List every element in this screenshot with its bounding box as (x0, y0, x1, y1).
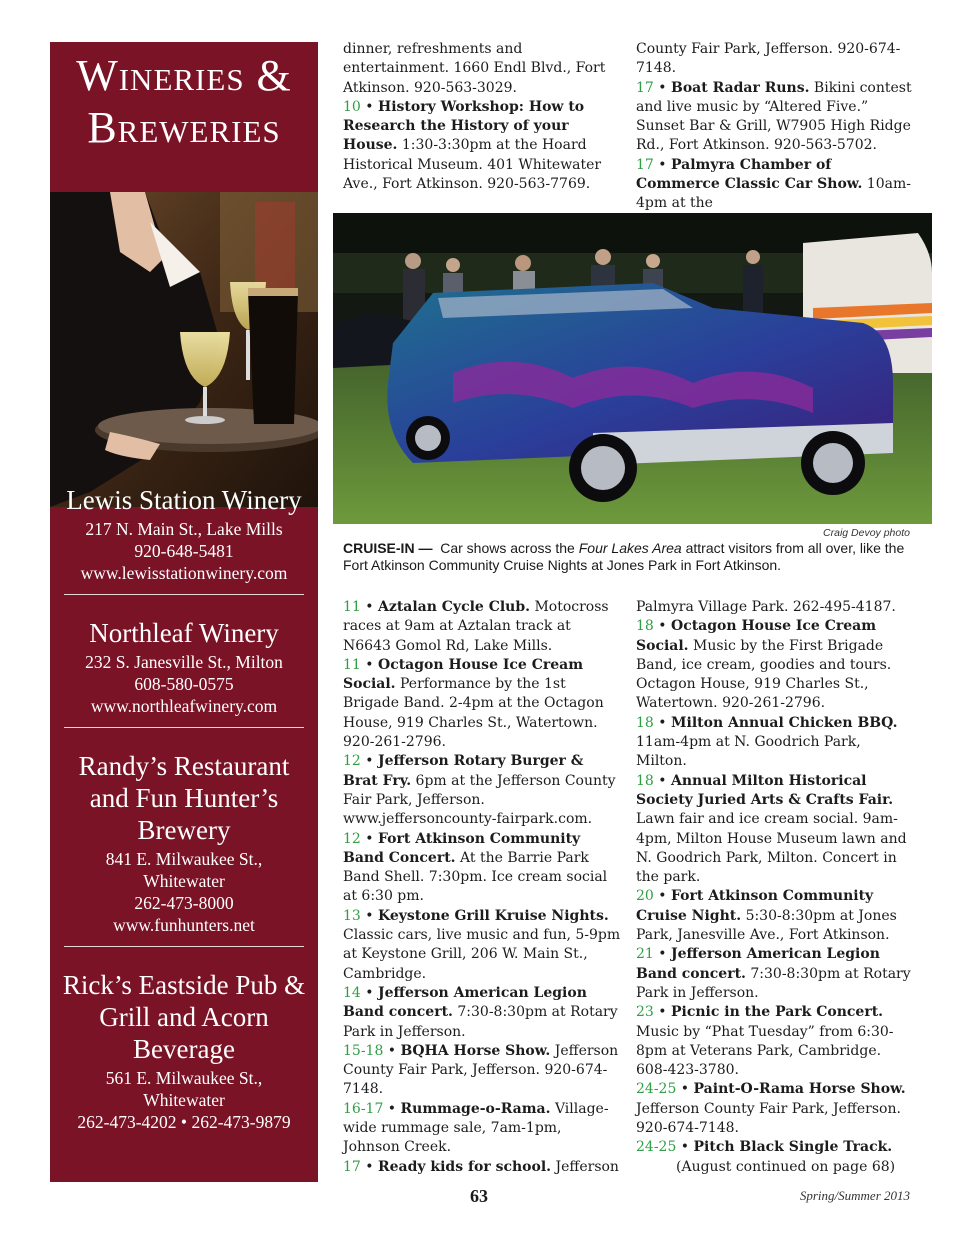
event-entry: 18 • Milton Annual Chicken BBQ. 11am-4pm at N. Goodrich Park, Milton. (636, 714, 898, 770)
event-title: Keystone Grill Kruise Nights. (378, 907, 609, 924)
event-date: 12 (343, 753, 361, 770)
event-title: Boat Radar Runs. (671, 79, 810, 96)
event-title: Fort Atkinson Community Band Concert. (343, 830, 581, 866)
event-entry: 13 • Keystone Grill Kruise Nights. Classic cars, live music and fun, 5-9pm at Keystone Grill, 206 W. Main St., Cambridge. (343, 907, 621, 982)
event-date: 24-25 (636, 1139, 677, 1156)
event-date: 17 (636, 156, 654, 173)
event-title: Aztalan Cycle Club. (378, 599, 530, 615)
business-name: Rick’s Eastside Pub & Grill and Acorn Beverage (62, 970, 306, 1064)
car-show-photo (333, 213, 932, 524)
event-entry: 16-17 • Rummage-o-Rama. Village-wide rummage sale, 7am-1pm, Johnson Creek. (343, 1100, 609, 1156)
event-title: Octagon House Ice Cream Social. (343, 656, 584, 693)
event-entry: 10 • History Workshop: How to Research the History of your House. 1:30-3:30pm at the Hoard Historical Museum. 401 Whitewater Ave., Fort Atkinson. 920-563-7769. (343, 98, 602, 193)
business-name: Randy’s Restaurant and Fun Hunter’s Brewery (78, 751, 290, 845)
bottom-left-column (343, 598, 621, 1177)
event-title: History Workshop: How to Research the History of your House. (343, 98, 585, 154)
event-text: At the Barrie Park Band Shell. 7:30pm. Ice cream social at 6:30 pm. (343, 849, 608, 905)
event-entry: 17 • Palmyra Chamber of Commerce Classic Car Show. 10am-4pm at the (636, 156, 911, 212)
event-text: Performance by the 1st Brigade Band. 2-4pm at the Octagon House, 919 Charles St., Watertown. 920-261-2796. (343, 676, 604, 751)
event-date: 18 (636, 714, 654, 731)
bottom-right-column (636, 598, 914, 1177)
event-text: 1:30-3:30pm at the Hoard Historical Museum. 401 Whitewater Ave., Fort Atkinson. 920-563-7769. (343, 137, 602, 193)
event-entry: 17 • Ready kids for school. Jefferson (343, 1158, 619, 1175)
event-text: Jefferson (555, 1158, 619, 1175)
event-entry: 15-18 • BQHA Horse Show. Jefferson County Fair Park, Jefferson. 920-674-7148. (343, 1042, 619, 1098)
event-date: 17 (343, 1158, 361, 1175)
event-entry: 11 • Aztalan Cycle Club. Motocross races at 9am at Aztalan track at N6643 Gomol Rd, Lake Mills. (343, 599, 609, 654)
business-listing (50, 750, 318, 936)
event-date: 18 (636, 772, 654, 789)
event-title: Picnic in the Park Concert. (671, 1004, 884, 1021)
event-entry: 11 • Octagon House Ice Cream Social. Performance by the 1st Brigade Band. 2-4pm at the Octagon House, 919 Charles St., Watertown. 920-261-2796. (343, 656, 604, 751)
event-entry (343, 40, 611, 98)
business-phone: 262-473-4202 • 262-473-9879 (77, 1112, 291, 1132)
event-entry: 24-25 • Paint-O-Rama Horse Show. Jefferson County Fair Park, Jefferson. 920-674-7148. (636, 1081, 906, 1137)
event-date: 17 (636, 79, 654, 96)
divider (64, 946, 304, 947)
waitress-wine-photo (50, 192, 318, 507)
caption-italic: Four Lakes Area (578, 540, 682, 556)
event-entry: 12 • Jefferson Rotary Burger & Brat Fry. 6pm at the Jefferson County Fair Park, Jefferson. www.jeffersoncounty-fairpark.com. (343, 753, 616, 828)
event-entry: 12 • Fort Atkinson Community Band Concert. At the Barrie Park Band Shell. 7:30pm. Ice cream social at 6:30 pm. (343, 830, 608, 905)
divider (64, 594, 304, 595)
event-date: 20 (636, 888, 654, 905)
event-title: BQHA Horse Show. (400, 1042, 551, 1059)
event-title: Jefferson American Legion Band concert. (636, 946, 880, 982)
business-website[interactable]: www.northleafwinery.com (90, 696, 278, 716)
event-date: 21 (636, 946, 654, 963)
event-entry: 18 • Octagon House Ice Cream Social. Music by the First Brigade Band, ice cream, goodies and tours. Octagon House, 919 Charles St., Watertown. 920-261-2796. (636, 618, 892, 712)
business-listing (50, 969, 318, 1133)
caption-text: attract visitors from all over, like the Fort Atkinson Community Cruise Nights at Jones Park in Fort Atkinson. (343, 540, 905, 573)
issue-label: Spring/Summer 2013 (799, 1188, 910, 1203)
car-show-illustration (333, 213, 932, 524)
event-text: 7:30-8:30pm at Rotary Park in Jefferson. (343, 1004, 618, 1040)
event-title: Annual Milton Historical Society Juried Arts & Crafts Fair. (636, 772, 894, 808)
event-title: Jefferson American Legion Band concert. (343, 984, 587, 1021)
event-text: Jefferson County Fair Park, Jefferson. 920-674-7148. (343, 1042, 619, 1098)
business-name: Lewis Station Winery (66, 485, 302, 515)
event-text: 10am-4pm at the (636, 176, 911, 212)
event-date: 12 (343, 830, 361, 847)
business-city: Whitewater (143, 1090, 225, 1110)
wineries-breweries-ad (50, 42, 318, 1182)
event-date: 15-18 (343, 1042, 384, 1059)
event-text: Village-wide rummage sale, 7am-1pm, Johnson Creek. (343, 1100, 609, 1156)
event-entry (636, 40, 912, 79)
event-title: Milton Annual Chicken BBQ. (671, 714, 898, 731)
event-entry: 21 • Jefferson American Legion Band concert. 7:30-8:30pm at Rotary Park in Jefferson. (636, 946, 911, 1001)
event-date: 11 (343, 599, 361, 615)
event-text: 5:30-8:30pm at Jones Park, Janesville Ave., Fort Atkinson. (636, 907, 897, 944)
event-date: 10 (343, 98, 361, 115)
event-title: Paint-O-Rama Horse Show. (693, 1081, 906, 1098)
event-entry: 18 • Annual Milton Historical Society Juried Arts & Crafts Fair. Lawn fair and ice cream social. 9am-4pm, Milton House Museum lawn and N. Goodrich Park, Milton. Concert in the park. (636, 772, 907, 886)
caption-heading: CRUISE-IN — (343, 540, 433, 556)
business-address: 217 N. Main St., Lake Mills (85, 519, 283, 539)
event-date: 11 (343, 656, 361, 673)
event-date: 14 (343, 984, 361, 1001)
event-entry: 24-25 • Pitch Black Single Track. (636, 1139, 893, 1156)
continued-note: (August continued on page 68) (676, 1158, 896, 1175)
event-text: Bikini contest and live music by “Altered Five.” Sunset Bar & Grill, W7905 High Ridge Rd., Fort Atkinson. 920-563-5702. (636, 79, 912, 154)
event-text: 7:30-8:30pm at Rotary Park in Jefferson. (636, 965, 911, 1001)
event-title: Rummage-o-Rama. (400, 1100, 551, 1117)
business-phone: 262-473-8000 (134, 893, 234, 913)
page-number: 63 (470, 1186, 488, 1206)
event-text: County Fair Park, Jefferson. 920-674-7148. (636, 41, 901, 77)
event-text: Palmyra Village Park. 262-495-4187. (636, 599, 896, 615)
event-date: 24-25 (636, 1081, 677, 1098)
business-address: 561 E. Milwaukee St., (105, 1068, 263, 1088)
event-entry: 20 • Fort Atkinson Community Cruise Night. 5:30-8:30pm at Jones Park, Janesville Ave., Fort Atkinson. (636, 888, 897, 944)
event-text: Jefferson County Fair Park, Jefferson. 920-674-7148. (636, 1100, 901, 1137)
event-title: Ready kids for school. (378, 1158, 552, 1175)
event-text: Motocross races at 9am at Aztalan track at N6643 Gomol Rd, Lake Mills. (343, 599, 609, 654)
event-entry: 17 • Boat Radar Runs. Bikini contest and live music by “Altered Five.” Sunset Bar & Grill, W7905 High Ridge Rd., Fort Atkinson. 920-563-5702. (636, 79, 912, 154)
business-website[interactable]: www.funhunters.net (113, 915, 255, 935)
event-entry (636, 598, 914, 617)
event-entry: 14 • Jefferson American Legion Band concert. 7:30-8:30pm at Rotary Park in Jefferson. (343, 984, 618, 1040)
event-text: 6pm at the Jefferson County Fair Park, Jefferson. www.jeffersoncounty-fairpark.com. (343, 772, 616, 828)
event-date: 18 (636, 618, 654, 635)
caption-text: Car shows across the (440, 540, 579, 556)
divider (64, 727, 304, 728)
business-city: Whitewater (143, 871, 225, 891)
photo-credit: Craig Devoy photo (823, 527, 910, 539)
event-title: Fort Atkinson Community Cruise Night. (636, 888, 874, 924)
business-listings (50, 484, 318, 1133)
business-address: 841 E. Milwaukee St., (105, 849, 263, 869)
business-name: Northleaf Winery (89, 618, 279, 648)
business-website[interactable]: www.lewisstationwinery.com (80, 563, 288, 583)
business-phone: 920-648-5481 (134, 541, 234, 561)
business-phone: 608-580-0575 (134, 674, 234, 694)
top-right-column (636, 40, 912, 214)
business-listing (50, 617, 318, 717)
photo-caption (343, 540, 923, 574)
event-date: 23 (636, 1004, 654, 1021)
event-text: dinner, refreshments and entertainment. 1660 Endl Blvd., Fort Atkinson. 920-563-3029. (343, 41, 606, 96)
event-text: Lawn fair and ice cream social. 9am-4pm, Milton House Museum lawn and N. Goodrich Park, Milton. Concert in the park. (636, 811, 907, 886)
event-date: 13 (343, 907, 361, 924)
business-listing (50, 484, 318, 584)
event-title: Pitch Black Single Track. (693, 1139, 893, 1156)
waitress-wine-illustration (50, 192, 318, 507)
event-text: Music by the First Brigade Band, ice cream, goodies and tours. Octagon House, 919 Charles St., Watertown. 920-261-2796. (636, 637, 892, 712)
event-title: Jefferson Rotary Burger & Brat Fry. (343, 753, 584, 789)
business-address: 232 S. Janesville St., Milton (85, 652, 283, 672)
event-title: Palmyra Chamber of Commerce Classic Car Show. (636, 156, 863, 193)
top-left-column (343, 40, 611, 194)
ad-title: Wineries & Breweries (76, 51, 292, 152)
event-entry: 23 • Picnic in the Park Concert. Music by “Phat Tuesday” from 6:30-8pm at Veterans Park, Cambridge. 608-423-3780. (636, 1004, 894, 1079)
event-date: 16-17 (343, 1100, 384, 1117)
event-text: 11am-4pm at N. Goodrich Park, Milton. (636, 734, 861, 770)
event-text: Classic cars, live music and fun, 5-9pm at Keystone Grill, 206 W. Main St., Cambridge. (343, 927, 621, 982)
event-title: Octagon House Ice Cream Social. (636, 618, 877, 654)
event-text: Music by “Phat Tuesday” from 6:30-8pm at Veterans Park, Cambridge. 608-423-3780. (636, 1023, 894, 1079)
